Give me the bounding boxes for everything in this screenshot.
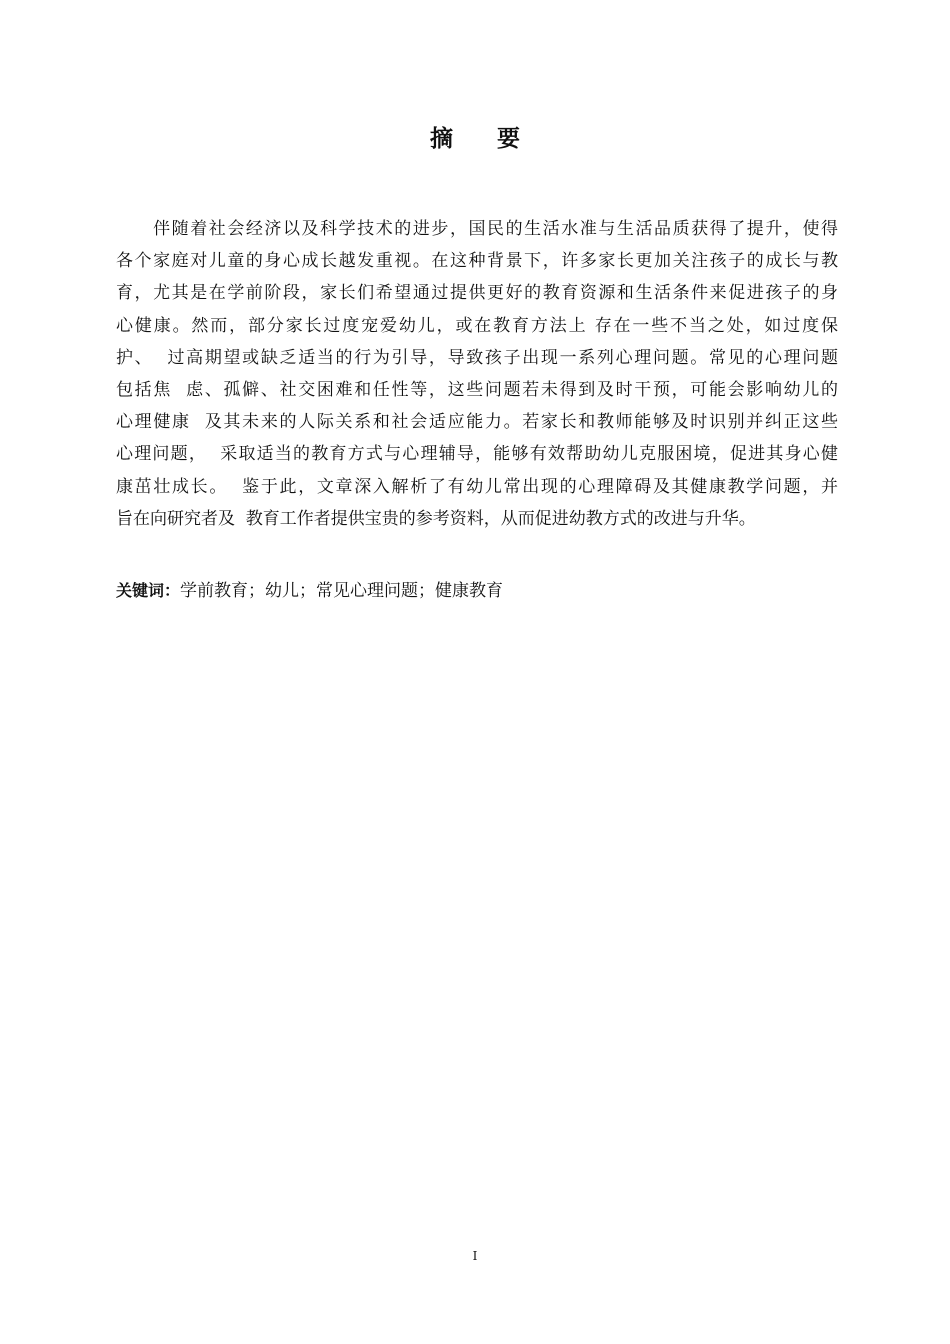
abstract-line: 心健康。然而，部分家长过度宠爱幼儿，或在教育方法上 存在一些不当之处，如过度保	[116, 315, 838, 336]
abstract-line: 育，尤其是在学前阶段，家长们希望通过提供更好的教育资源和生活条件来促进孩子的身	[116, 283, 838, 304]
keywords-text: 学前教育；幼儿；常见心理问题；健康教育	[180, 581, 504, 601]
abstract-body	[116, 213, 838, 535]
abstract-line: 包括焦 虑、孤僻、社交困难和任性等，这些问题若未得到及时干预，可能会影响幼儿的	[116, 380, 838, 401]
abstract-title: 摘 要	[429, 125, 538, 152]
abstract-line: 各个家庭对儿童的身心成长越发重视。在这种背景下，许多家长更加关注孩子的成长与教	[116, 251, 838, 272]
abstract-line: 旨在向研究者及 教育工作者提供宝贵的参考资料，从而促进幼教方式的改进与升华。	[116, 508, 756, 529]
keywords	[116, 577, 503, 605]
keywords-label: 关键词：	[116, 581, 181, 600]
abstract-line: 康茁壮成长。 鉴于此，文章深入解析了有幼儿常出现的心理障碍及其健康教学问题，并	[116, 476, 838, 497]
abstract-line: 心理问题， 采取适当的教育方式与心理辅导，能够有效帮助幼儿克服困境，促进其身心健	[116, 444, 838, 465]
abstract-line: 伴随着社会经济以及科学技术的进步，国民的生活水准与生活品质获得了提升，使得	[116, 219, 838, 239]
page-number: I	[472, 1249, 478, 1263]
abstract-line: 护、 过高期望或缺乏适当的行为引导，导致孩子出现一系列心理问题。常见的心理问题	[116, 347, 838, 368]
abstract-line: 心理健康 及其未来的人际关系和社会适应能力。若家长和教师能够及时识别并纠正这些	[116, 412, 838, 433]
